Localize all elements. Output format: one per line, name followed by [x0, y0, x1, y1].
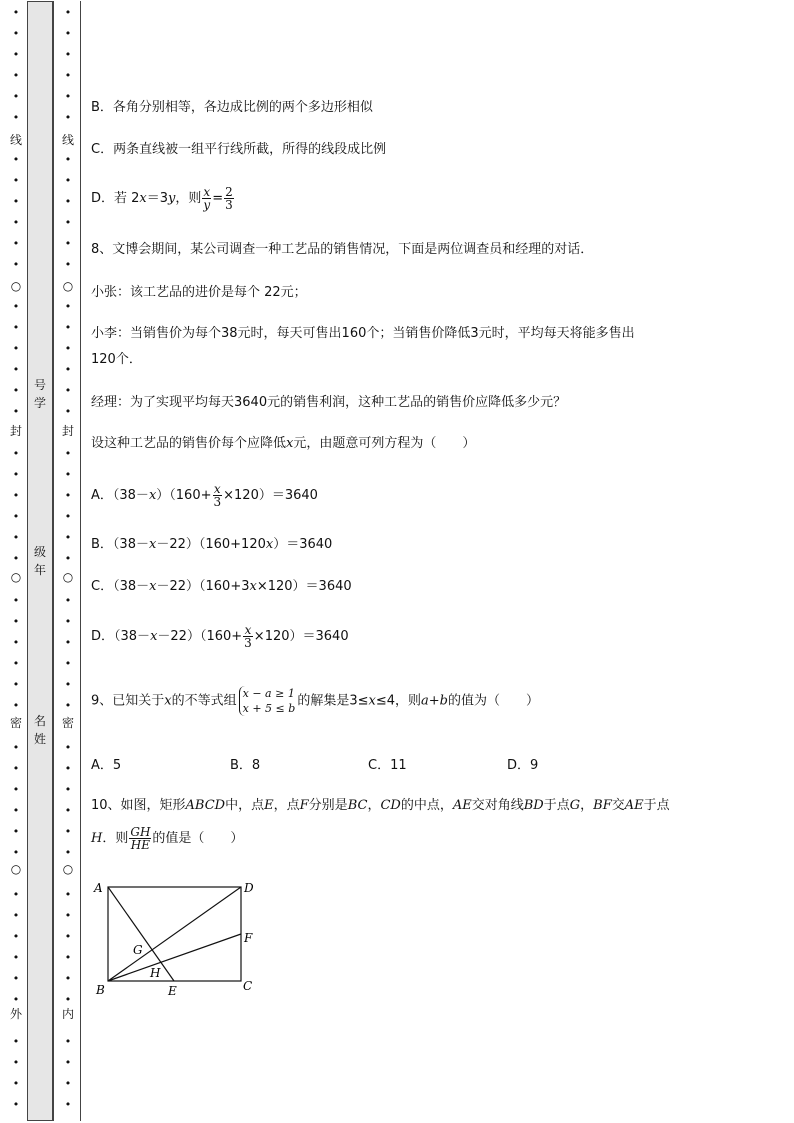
margin-dot: •: [64, 846, 72, 859]
inner-mark: ○: [62, 279, 74, 293]
margin-dot: •: [64, 90, 72, 103]
margin-dot: •: [12, 27, 20, 40]
margin-dot: •: [64, 699, 72, 712]
text: ，点: [273, 798, 300, 813]
text: ）＝3640: [273, 537, 333, 552]
margin-dot: •: [12, 363, 20, 376]
text: －22）（160+3: [156, 579, 250, 594]
field-grade: [27, 543, 53, 579]
margin-dot: •: [12, 1056, 20, 1069]
margin-dot: •: [12, 846, 20, 859]
field-char: 号: [33, 378, 46, 392]
var: CD: [380, 798, 401, 813]
margin-dot: •: [64, 27, 72, 40]
margin-dot: •: [64, 657, 72, 670]
margin-dot: •: [12, 384, 20, 397]
margin-dot: •: [12, 657, 20, 670]
var: BF: [593, 798, 612, 813]
margin-dot: •: [64, 825, 72, 838]
margin-dot: •: [12, 1035, 20, 1048]
margin-dot: •: [64, 258, 72, 271]
margin-border-line: [53, 1, 54, 1121]
outer-mark: ○: [10, 279, 22, 293]
margin-dot: •: [64, 384, 72, 397]
field-student-number: [27, 376, 53, 412]
text: =: [212, 191, 224, 206]
fraction: [224, 186, 234, 211]
margin-dot: •: [12, 951, 20, 964]
margin-dot: •: [64, 468, 72, 481]
margin-dot: •: [12, 909, 20, 922]
text: 9、已知关于: [91, 693, 165, 709]
label-g: G: [133, 943, 143, 957]
margin-dot: •: [12, 195, 20, 208]
text: ≤4，则: [375, 693, 421, 709]
margin-dot: •: [12, 405, 20, 418]
margin-dot: •: [12, 972, 20, 985]
inner-mark: 线: [61, 133, 74, 147]
var: x: [139, 191, 147, 206]
text: 10、如图，矩形: [91, 798, 186, 813]
text: 分别是: [308, 798, 348, 813]
margin-dot: •: [12, 699, 20, 712]
q9-option-b: B．8: [230, 758, 261, 773]
var: AE: [624, 798, 644, 813]
inner-dot-column: [55, 0, 81, 1123]
margin-dot: •: [12, 153, 20, 166]
numerator: GH: [130, 825, 151, 839]
margin-dot: •: [12, 342, 20, 355]
segment-bf: [108, 934, 241, 981]
margin-dot: •: [64, 1077, 72, 1090]
var: H: [91, 831, 103, 846]
var: y: [168, 191, 176, 206]
text: ＝3: [146, 191, 169, 206]
inner-mark: 封: [61, 424, 74, 438]
margin-dot: •: [12, 762, 20, 775]
text: ×120）＝3640: [253, 629, 349, 644]
label-e: E: [168, 984, 177, 998]
label-a: A: [94, 881, 103, 895]
q9-option-c: C．11: [368, 758, 407, 773]
margin-dot: •: [64, 909, 72, 922]
outer-mark: 外: [9, 1007, 22, 1021]
margin-dot: •: [64, 195, 72, 208]
margin-dot: •: [64, 237, 72, 250]
var: x: [265, 537, 274, 552]
q8-option-d: [91, 624, 349, 649]
margin-dot: •: [12, 783, 20, 796]
margin-dot: •: [64, 678, 72, 691]
margin-dot: •: [12, 321, 20, 334]
margin-dot: •: [64, 153, 72, 166]
margin-dot: •: [12, 1098, 20, 1111]
denominator: HE: [130, 838, 150, 852]
margin-dot: •: [64, 69, 72, 82]
inner-mark: ○: [62, 862, 74, 876]
margin-dot: •: [12, 615, 20, 628]
outer-mark: ○: [10, 570, 22, 584]
label-d: D: [244, 881, 254, 895]
q8-option-b: [91, 536, 332, 554]
q10-line1: [91, 797, 670, 815]
margin-dot: •: [12, 1077, 20, 1090]
margin-dot: •: [12, 447, 20, 460]
text: 的值是（ ）: [152, 831, 244, 846]
fraction: [202, 186, 211, 211]
text: 元，由题意可列方程为（ ）: [293, 436, 476, 451]
var: a+b: [421, 693, 448, 709]
margin-dot: •: [12, 510, 20, 523]
text: 设这种工艺品的销售价每个应降低: [91, 436, 287, 451]
inner-mark: ○: [62, 570, 74, 584]
margin-dot: •: [64, 342, 72, 355]
text: 的不等式组: [171, 693, 237, 709]
text: 交: [611, 798, 625, 813]
text: 中，点: [225, 798, 265, 813]
q8-stem: 8、文博会期间，某公司调查一种工艺品的销售情况，下面是两位调查员和经理的对话．: [91, 242, 594, 257]
margin-dot: •: [12, 552, 20, 565]
fraction: [243, 624, 253, 649]
field-char: 年: [33, 563, 46, 577]
text: ，: [367, 798, 381, 813]
margin-dot: •: [64, 300, 72, 313]
margin-dot: •: [64, 321, 72, 334]
var: BC: [347, 798, 368, 813]
margin-dot: •: [64, 888, 72, 901]
text: A．（38－: [91, 488, 149, 503]
outer-dot-column: [3, 0, 29, 1123]
margin-dot: •: [12, 636, 20, 649]
q7-option-d: [91, 186, 235, 211]
margin-dot: •: [64, 783, 72, 796]
margin-dot: •: [64, 930, 72, 943]
q7-option-c: C．两条直线被一组平行线所截，所得的线段成比例: [91, 142, 387, 157]
text: D．若 2: [91, 191, 140, 206]
q8-setup: [91, 435, 475, 453]
margin-dot: •: [12, 111, 20, 124]
var: F: [299, 798, 309, 813]
field-char: 名: [33, 714, 46, 728]
margin-dot: •: [12, 888, 20, 901]
text: 于点: [643, 798, 670, 813]
inner-mark: 密: [61, 716, 74, 730]
margin-dot: •: [64, 1098, 72, 1111]
var: x: [148, 488, 157, 503]
var: x: [164, 693, 172, 709]
var: x: [249, 579, 257, 594]
var: x: [148, 537, 157, 552]
q9-option-d: D．9: [507, 758, 539, 773]
outer-mark: ○: [10, 862, 22, 876]
margin-dot: •: [12, 90, 20, 103]
label-c: C: [243, 979, 253, 993]
text: B．（38－: [91, 537, 149, 552]
q10-line2: [91, 826, 243, 851]
inequality: x + 5 ≤ b: [242, 702, 296, 715]
margin-dot: •: [12, 237, 20, 250]
numerator: x: [213, 482, 221, 496]
fraction: [213, 483, 223, 508]
margin-dot: •: [12, 69, 20, 82]
denominator: 3: [225, 198, 233, 212]
outer-mark: 密: [9, 716, 22, 730]
inequality: x − a ≥ 1: [242, 687, 295, 700]
margin-dot: •: [12, 531, 20, 544]
q8-li-line2: 120个．: [91, 352, 142, 367]
var: E: [264, 798, 274, 813]
denominator: 3: [213, 495, 222, 509]
margin-dot: •: [12, 216, 20, 229]
margin-dot: •: [12, 825, 20, 838]
var: ABCD: [185, 798, 226, 813]
margin-dot: •: [12, 468, 20, 481]
margin-dot: •: [12, 300, 20, 313]
diagonal-bd: [108, 887, 241, 981]
numerator: 2: [225, 185, 233, 199]
text: ）（160+: [156, 488, 212, 503]
field-name: [27, 712, 53, 748]
field-char: 姓: [33, 732, 46, 746]
q8-li-line1: 小李：当销售价为每个38元时，每天可售出160个；当销售价降低3元时，平均每天将能多售出: [91, 326, 635, 341]
text: C．（38－: [91, 579, 150, 594]
margin-dot: •: [64, 6, 72, 19]
margin-dot: •: [64, 111, 72, 124]
margin-dot: •: [64, 174, 72, 187]
denominator: y: [203, 198, 211, 212]
var: G: [569, 798, 581, 813]
margin-dot: •: [64, 447, 72, 460]
margin-dot: •: [64, 804, 72, 817]
margin-dot: •: [12, 174, 20, 187]
q8-zhang: 小张：该工艺品的进价是每个 22元；: [91, 285, 307, 300]
text: ．则: [102, 831, 129, 846]
text: 交对角线: [471, 798, 524, 813]
inequality-system: [239, 686, 296, 716]
var: x: [368, 693, 376, 709]
margin-dot: •: [64, 1056, 72, 1069]
text: ，: [580, 798, 594, 813]
q7-option-b: B．各角分别相等，各边成比例的两个多边形相似: [91, 100, 373, 115]
margin-dot: •: [64, 48, 72, 61]
var: AE: [452, 798, 472, 813]
text: 于点: [543, 798, 570, 813]
label-f: F: [244, 931, 253, 945]
outer-mark: 线: [9, 133, 22, 147]
margin-dot: •: [12, 594, 20, 607]
margin-dot: •: [64, 594, 72, 607]
margin-dot: •: [64, 552, 72, 565]
margin-dot: •: [64, 615, 72, 628]
margin-dot: •: [64, 972, 72, 985]
margin-dot: •: [12, 6, 20, 19]
margin-dot: •: [64, 531, 72, 544]
text: 的值为（ ）: [447, 693, 539, 709]
margin-dot: •: [64, 363, 72, 376]
q8-option-c: [91, 578, 352, 596]
field-char: 学: [33, 396, 46, 410]
var: BD: [523, 798, 544, 813]
margin-dot: •: [12, 804, 20, 817]
margin-dot: •: [64, 993, 72, 1006]
margin-dot: •: [12, 48, 20, 61]
binding-margin: [0, 0, 82, 1123]
margin-dot: •: [64, 405, 72, 418]
margin-dot: •: [12, 678, 20, 691]
segment-ae: [108, 887, 174, 981]
text: ，则: [175, 191, 202, 206]
margin-dot: •: [64, 762, 72, 775]
margin-dot: •: [12, 489, 20, 502]
label-b: B: [96, 983, 105, 997]
outer-mark: 封: [9, 424, 22, 438]
margin-dot: •: [12, 993, 20, 1006]
q9-stem: [91, 686, 539, 716]
margin-dot: •: [64, 951, 72, 964]
margin-dot: •: [64, 489, 72, 502]
margin-dot: •: [64, 1035, 72, 1048]
denominator: 3: [244, 636, 252, 650]
q8-option-a: [91, 483, 318, 508]
text: －22）（160+120: [156, 537, 266, 552]
margin-dot: •: [12, 741, 20, 754]
margin-dot: •: [12, 258, 20, 271]
margin-dot: •: [64, 510, 72, 523]
q9-option-a: A．5: [91, 758, 122, 773]
text: 的解集是3≤: [297, 693, 369, 709]
var: x: [150, 629, 158, 644]
text: －22）（160+: [157, 629, 243, 644]
text: D．（38－: [91, 629, 151, 644]
q8-manager: 经理：为了实现平均每天3640元的销售利润，这种工艺品的销售价应降低多少元？: [91, 395, 567, 410]
text: ×120）＝3640: [223, 488, 318, 503]
margin-dot: •: [64, 741, 72, 754]
field-char: 级: [33, 545, 46, 559]
margin-dot: •: [64, 216, 72, 229]
text: ×120）＝3640: [256, 579, 352, 594]
label-h: H: [150, 966, 161, 980]
margin-dot: •: [64, 636, 72, 649]
fraction: [129, 826, 151, 851]
margin-dot: •: [12, 930, 20, 943]
rectangle-figure: [88, 876, 268, 1001]
inner-mark: 内: [61, 1007, 74, 1021]
text: 的中点，: [400, 798, 453, 813]
var: x: [149, 579, 157, 594]
numerator: x: [244, 623, 252, 637]
var: x: [286, 436, 294, 451]
numerator: x: [203, 185, 211, 199]
